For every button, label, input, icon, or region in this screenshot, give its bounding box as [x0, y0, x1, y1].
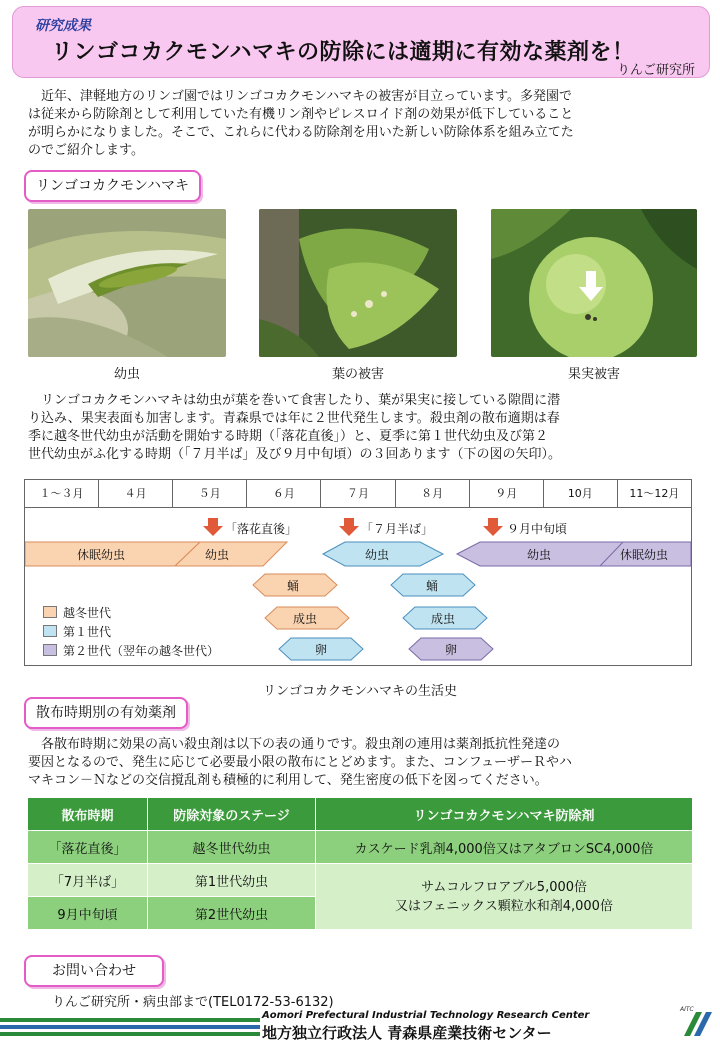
section-title-contact: お問い合わせ	[24, 955, 164, 987]
timing-label-mid-september: ９月中旬頃	[507, 522, 568, 536]
photo-caption-larva: 幼虫	[113, 367, 140, 382]
description-line: 季に越冬世代幼虫が活動を開始する時期（「落花直後」）と、夏季に第１世代幼虫及び第２	[28, 429, 549, 444]
photo-fruit-damage	[491, 209, 697, 357]
table-row	[28, 864, 693, 897]
table-cell-stage: 第2世代幼虫	[148, 897, 316, 930]
arrow-down-icon	[203, 518, 223, 536]
description-paragraph	[28, 392, 704, 464]
band-label: 幼虫	[365, 548, 390, 562]
page-title: リンゴコカクモンハマキの防除には適期に有効な薬剤を！	[51, 40, 635, 65]
footer-logo-text: AITC	[680, 1006, 694, 1013]
stage-label-pupa: 蛹	[287, 579, 300, 593]
legend-swatch-gen1	[43, 625, 57, 637]
month-cell: ４月	[99, 480, 173, 507]
lifecycle-diagram	[24, 479, 692, 666]
table-cell-agent-merged	[316, 864, 693, 930]
intro-line: のでご紹介します。	[28, 143, 144, 158]
month-cell: ８月	[396, 480, 470, 507]
timing-label-after-bloom: 「落花直後」	[225, 522, 298, 536]
table-cell-timing: 9月中旬頃	[28, 897, 148, 930]
legend-label: 越冬世代	[63, 606, 112, 620]
intro-line: が明らかになりました。そこで、これらに代わる防除剤を用いた新しい防除体系を組み立てた	[28, 125, 574, 140]
table-header-cell: 散布時期	[28, 798, 148, 831]
header-label: 研究成果	[35, 18, 91, 34]
month-cell: ５月	[173, 480, 247, 507]
legend-label: 第２世代（翌年の越冬世代）	[63, 644, 220, 658]
table-header-row	[28, 798, 693, 831]
month-cell: 10月	[544, 480, 618, 507]
month-cell: ６月	[247, 480, 321, 507]
photo-caption-leaf: 葉の被害	[331, 367, 384, 382]
section-title-pest: リンゴコカクモンハマキ	[24, 170, 201, 202]
description-line: り込み、果実表面も加害します。青森県では年に２世代発生します。殺虫剤の散布適期は春	[28, 411, 560, 426]
stage-label-egg: 卵	[445, 643, 458, 657]
section-title-effective-agents: 散布時期別の有効薬剤	[24, 697, 188, 729]
table-cell-agent: カスケード乳剤4,000倍又はアタブロンSC4,000倍	[316, 831, 693, 864]
table-cell-timing: 「落花直後」	[28, 831, 148, 864]
month-cell: １～３月	[25, 480, 99, 507]
stage-label-pupa: 蛹	[426, 579, 439, 593]
month-cell: ９月	[470, 480, 544, 507]
table-cell-stage: 越冬世代幼虫	[148, 831, 316, 864]
legend-swatch-overwinter	[43, 606, 57, 618]
lifecycle-caption: リンゴコカクモンハマキの生活史	[262, 684, 458, 699]
agents-line: 各散布時期に効果の高い殺虫剤は以下の表の通りです。殺虫剤の連用は薬剤抵抗性発達の	[28, 737, 560, 752]
header-banner	[12, 6, 710, 78]
description-line: 世代幼虫がふ化する時期（「７月半ば」及び９月中旬頃）の３回あります（下の図の矢印）。	[28, 447, 562, 462]
agents-paragraph	[28, 736, 704, 790]
author: りんご研究所	[616, 63, 695, 78]
band-label: 休眠幼虫	[620, 548, 669, 562]
table-header-cell: 防除対象のステージ	[148, 798, 316, 831]
photo-larva	[28, 209, 226, 357]
month-cell: 11～12月	[629, 487, 680, 500]
lifecycle-shapes	[25, 480, 691, 665]
agent-line: サムコルフロアブル5,000倍	[420, 879, 588, 895]
table-header-cell: リンゴコカクモンハマキ防除剤	[316, 798, 693, 831]
agents-line: マキコン－Ｎなどの交信撹乱剤も積極的に利用して、発生密度の低下を図ってください。	[28, 773, 548, 788]
photo-caption-fruit: 果実被害	[567, 367, 620, 382]
description-line: リンゴコカクモンハマキは幼虫が葉を巻いて食害したり、葉が果実に接している隙間に潜	[28, 393, 561, 408]
band-label: 幼虫	[205, 548, 230, 562]
footer-logo	[680, 1008, 714, 1038]
photo-leaf-damage	[259, 209, 457, 357]
table-cell-timing: 「7月半ば」	[28, 864, 148, 897]
legend-label: 第１世代	[63, 625, 112, 639]
contact-text: りんご研究所・病虫部まで(TEL0172-53-6132)	[52, 995, 334, 1010]
intro-line: 近年、津軽地方のリンゴ園ではリンゴコカクモンハマキの被害が目立っています。多発園で	[28, 89, 573, 104]
band-label: 幼虫	[527, 548, 552, 562]
table-row	[28, 831, 693, 864]
stage-label-adult: 成虫	[293, 612, 318, 626]
footer-org-english: Aomori Prefectural Industrial Technology Research Center	[262, 1010, 590, 1021]
table-cell-stage: 第1世代幼虫	[148, 864, 316, 897]
intro-line: は従来から防除剤として利用していた有機リン剤やピレスロイド剤の効果が低下していること	[28, 107, 574, 122]
agents-line: 要因となるので、発生に応じて必要最小限の散布にとどめます。また、コンフューザーＲやハ	[28, 755, 573, 770]
arrow-down-icon	[483, 518, 503, 536]
agents-table	[27, 797, 693, 930]
footer-org-japanese: 地方独立行政法人 青森県産業技術センター	[262, 1024, 552, 1040]
intro-paragraph	[28, 88, 704, 160]
legend-swatch-gen2	[43, 644, 57, 656]
arrow-down-icon	[339, 518, 359, 536]
month-cell: ７月	[321, 480, 395, 507]
stage-label-adult: 成虫	[431, 612, 456, 626]
stage-label-egg: 卵	[315, 643, 328, 657]
agent-line: 又はフェニックス顆粒水和剤4,000倍	[395, 898, 613, 914]
band-label: 休眠幼虫	[77, 548, 126, 562]
timing-label-mid-july: 「７月半ば」	[361, 522, 434, 536]
